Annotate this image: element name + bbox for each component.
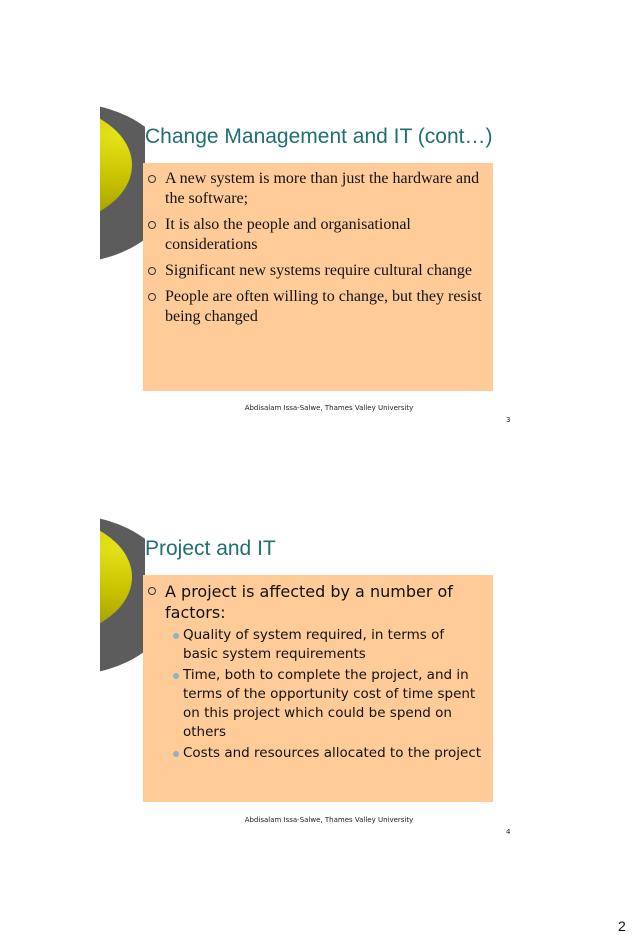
bullet-text: Significant new systems require cultural change <box>165 262 473 279</box>
hollow-circle-bullet-icon <box>148 221 156 229</box>
bullet-text: It is also the people and organisational considerations <box>165 216 411 253</box>
sub-list-item <box>147 666 483 742</box>
dot-bullet-icon <box>173 673 179 679</box>
slide-decoration <box>100 103 145 263</box>
dot-bullet-icon <box>173 633 179 639</box>
slide-footer: Abdisalam Issa-Salwe, Thames Valley University <box>244 816 414 824</box>
page-number: 2 <box>618 918 626 934</box>
slide-decoration <box>100 515 145 675</box>
hollow-circle-bullet-icon <box>148 587 156 595</box>
slide-title: Project and IT <box>145 537 276 560</box>
dot-bullet-icon <box>173 751 179 757</box>
sub-list-item <box>147 626 483 664</box>
list-item <box>147 287 483 327</box>
list-item <box>147 215 483 255</box>
sub-bullet-text: Time, both to complete the project, and in terms of the opportunity cost of time spent on this project which could be spend on others <box>183 667 476 740</box>
slide-footer: Abdisalam Issa-Salwe, Thames Valley University <box>244 404 414 412</box>
bullet-text: A new system is more than just the hardware and the software; <box>165 170 480 207</box>
hollow-circle-bullet-icon <box>148 267 156 275</box>
sub-bullet-list <box>165 626 483 763</box>
hollow-circle-bullet-icon <box>148 293 156 301</box>
bullet-text: People are often willing to change, but they resist being changed <box>165 288 482 325</box>
list-item <box>147 581 483 763</box>
slide-content <box>143 575 493 802</box>
list-item <box>147 261 483 281</box>
bullet-text: A project is affected by a number of factors: <box>165 582 453 622</box>
slide-number: 4 <box>506 828 511 836</box>
bullet-list <box>147 169 483 327</box>
sub-bullet-text: Costs and resources allocated to the project <box>183 745 482 761</box>
slide-title: Change Management and IT (cont…) <box>145 125 493 148</box>
sub-list-item <box>147 744 483 763</box>
slide-number: 3 <box>506 416 511 424</box>
list-item <box>147 169 483 209</box>
slide-content <box>143 163 493 391</box>
hollow-circle-bullet-icon <box>148 175 156 183</box>
bullet-list <box>147 581 483 763</box>
sub-bullet-text: Quality of system required, in terms of basic system requirements <box>183 627 445 662</box>
